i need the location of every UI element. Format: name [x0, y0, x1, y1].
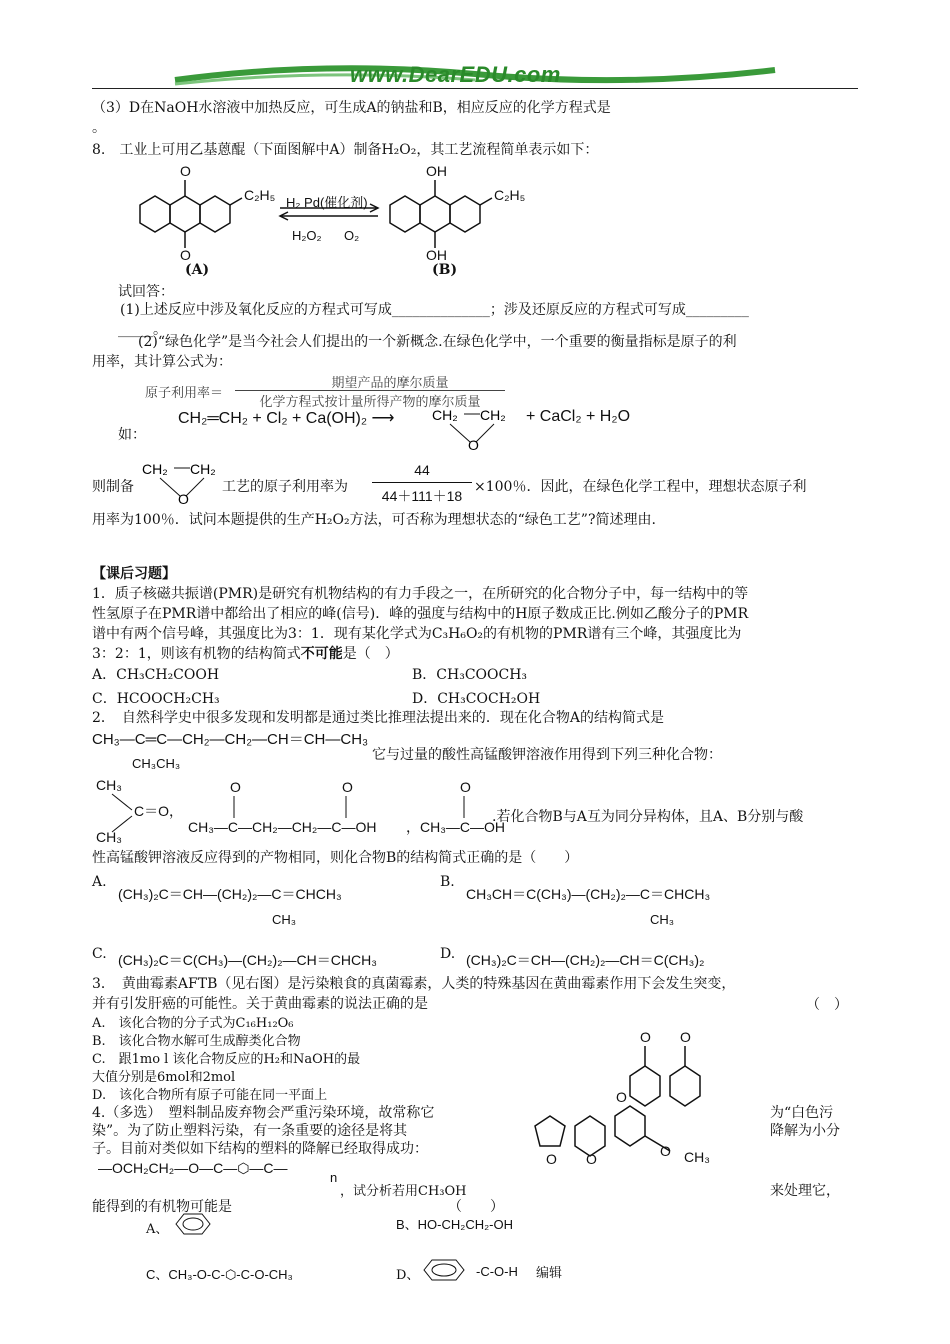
q8-intro: 8. 工业上可用乙基蒽醌（下面图解中A）制备H₂O₂，其工艺流程简单表示如下：	[92, 142, 599, 158]
hw-q3-optC2: 大值分别是6mol和2mol	[92, 1070, 236, 1085]
frac-den: 44＋111＋18	[381, 488, 463, 504]
hw-q4-l1: 4.（多选） 塑料制品废弃物会严重污染环境，故常称它	[92, 1105, 435, 1121]
q8-p2b: 用率，其计算公式为：	[92, 354, 232, 370]
eq-left: CH₂═CH₂ + Cl₂ + Ca(OH)₂ ⟶	[178, 410, 395, 427]
hw-q1-optC[interactable]: C．HCOOCH₂CH₃	[92, 691, 220, 707]
hw-q2-struct-sub: CH₃CH₃	[132, 756, 181, 771]
hw-q4-l2: 染”。为了防止塑料污染，有一条重要的途径是将其	[92, 1123, 408, 1139]
svg-text:CH₃: CH₃	[96, 829, 122, 845]
formula-denominator: 化学方程式按计量所得产物的摩尔质量	[259, 395, 481, 410]
ru-label: 如：	[118, 427, 146, 443]
hw-q3-optA[interactable]: A. 该化合物的分子式为C₁₆H₁₂O₆	[92, 1016, 294, 1031]
svg-text:CH₂: CH₂	[190, 461, 216, 477]
header-rule	[92, 88, 858, 89]
q8-last: 用率为100％．试问本题提供的生产H₂O₂方法，可否称为理想状态的“绿色工艺”?简述理由.	[92, 512, 656, 528]
svg-text:C₂H₅: C₂H₅	[244, 187, 276, 203]
hw-q4-optD[interactable]: D、	[396, 1268, 420, 1283]
svg-text:O: O	[180, 163, 191, 179]
svg-text:O: O	[640, 1029, 651, 1045]
hw-q2-optA-label[interactable]: A.	[92, 874, 107, 890]
hw-q4-optA[interactable]: A、	[146, 1222, 169, 1237]
hw-q4-l5: 能得到的有机物可能是	[92, 1199, 232, 1215]
aflatoxin-structure	[520, 1016, 740, 1186]
hw-q2-optB-label[interactable]: B.	[440, 874, 455, 890]
eq-right: + CaCl₂ + H₂O	[526, 408, 631, 425]
hw-q4-l3: 子。目前对类似如下结构的塑料的降解已经取得成功：	[92, 1141, 428, 1157]
svg-text:C＝O，: C＝O，	[134, 803, 183, 819]
prep-label: 则制备	[92, 479, 134, 495]
hw-q4-optB[interactable]: B、HO-CH₂CH₂-OH	[396, 1217, 513, 1232]
hw-q2-optB[interactable]: CH₃CH＝C(CH₃)—(CH₂)₂—C＝CHCH₃	[466, 886, 711, 902]
hw-q4-l4r: 来处理它，	[770, 1183, 840, 1199]
benzene-icon-2	[416, 1256, 476, 1284]
header-site-name[interactable]: www.DearEDU.com	[350, 62, 561, 87]
svg-text:，CH₃—C—OH: ，CH₃—C—OH	[406, 819, 506, 835]
benzene-icon	[170, 1210, 216, 1238]
q8-p2: (2)“绿色化学”是当今社会人们提出的一个新概念.在绿色化学中，一个重要的衡量指标是原子的利	[138, 334, 737, 350]
q8-ask: 试回答：	[118, 284, 174, 300]
svg-text:CH₂: CH₂	[142, 461, 168, 477]
hw-q1-optB[interactable]: B．CH₃COOCH₃	[412, 667, 528, 683]
hw-q1-optA[interactable]: A．CH₃CH₂COOH	[92, 667, 220, 683]
label-B: (B)	[432, 262, 458, 278]
epoxide-structure	[430, 402, 520, 452]
hw-q3-bracket: （ ）	[806, 997, 848, 1013]
frac-bar	[372, 482, 472, 483]
label-A: (A)	[185, 262, 210, 278]
homework-title: 【课后习题】	[92, 566, 176, 582]
svg-text:O: O	[546, 1151, 557, 1167]
hw-q2-l3: .若化合物B与A互为同分异构体，且A、B分别与酸	[492, 809, 804, 825]
svg-text:OH: OH	[426, 247, 447, 263]
frac-num: 44	[414, 462, 430, 478]
q8-p1b: _____。	[118, 322, 167, 338]
svg-text:CH₃—C—CH₂—CH₂—C—OH: CH₃—C—CH₂—CH₂—C—OH	[188, 819, 377, 835]
hw-q1-l4c: 是（ ）	[342, 646, 399, 662]
formula-numerator: 期望产品的摩尔质量	[331, 376, 449, 391]
hw-q1-l4a: 3：2：1，则该有机物的结构简式	[92, 646, 301, 662]
svg-text:CH₂: CH₂	[480, 407, 506, 423]
arrow-bottom-right: O₂	[344, 228, 360, 243]
svg-text:CH₂: CH₂	[432, 407, 458, 423]
prep-label-2: 工艺的原子利用率为	[222, 479, 348, 495]
hw-q1-l3: 谱中有两个信号峰，其强度比为3：1．现有某化学式为C₃H₆O₂的有机物的PMR谱有三个峰，其强度比为	[92, 626, 742, 642]
hw-q1-optD[interactable]: D．CH₃COCH₂OH	[412, 691, 541, 707]
hw-q2-l4: 性高锰酸钾溶液反应得到的产物相同，则化合物B的结构简式正确的是（ ）	[92, 850, 579, 866]
arrow-bottom-left: H₂O₂	[292, 228, 322, 243]
hw-q4-l2r: 降解为小分	[770, 1123, 840, 1139]
q7-3-line1: （3）D在NaOH水溶液中加热反应，可生成A的钠盐和B，相应反应的化学方程式是	[92, 100, 611, 116]
hw-q4-bracket: （ ）	[448, 1199, 504, 1215]
hw-q1-l2: 性氢原子在PMR谱中都给出了相应的峰(信号)．峰的强度与结构中的H原子数成正比.例如乙酸分子的PMR	[92, 606, 749, 622]
hw-q2-l1: 2． 自然科学史中很多发现和发明都是通过类比推理法提出来的．现在化合物A的结构简式是	[92, 710, 665, 726]
epoxide-structure-2	[140, 456, 230, 506]
hw-q4-polymer: —OCH₂CH₂—O—C—⬡—C—	[98, 1160, 288, 1176]
hw-q2-optD[interactable]: (CH₃)₂C＝CH—(CH₂)₂—CH＝C(CH₃)₂	[466, 952, 705, 968]
hw-q2-optA[interactable]: (CH₃)₂C＝CH—(CH₂)₂—C＝CHCH₃	[118, 886, 342, 902]
svg-text:O: O	[342, 779, 353, 795]
hw-q2-optC-label[interactable]: C.	[92, 946, 107, 962]
hw-q2-l2: 它与过量的酸性高锰酸钾溶液作用得到下列三种化合物：	[372, 747, 722, 763]
svg-text:CH₃: CH₃	[684, 1149, 710, 1165]
svg-text:O: O	[178, 491, 189, 507]
svg-text:OH: OH	[426, 163, 447, 179]
svg-text:O: O	[460, 779, 471, 795]
hw-q3-optD[interactable]: D. 该化合物所有原子可能在同一平面上	[92, 1088, 328, 1103]
arrow-top-label: H₂ Pd(催化剂)	[286, 195, 368, 210]
svg-text:O: O	[586, 1151, 597, 1167]
svg-text:C₂H₅: C₂H₅	[494, 187, 526, 203]
svg-text:O: O	[680, 1029, 691, 1045]
frac-tail: ×100％．因此，在绿色化学工程中，理想状态原子利	[474, 479, 807, 495]
hw-q4-l1r: 为“白色污	[770, 1105, 834, 1121]
hw-q1-l4b: 不可能	[300, 646, 343, 662]
hw-q1-l1: 1．质子核磁共振谱(PMR)是研究有机物结构的有力手段之一，在所研究的化合物分子中，每一结构中的等	[92, 586, 749, 602]
hw-q3-l2: 并有引发肝癌的可能性。关于黄曲霉素的说法正确的是	[92, 996, 428, 1012]
svg-text:O: O	[660, 1143, 671, 1159]
hw-q4-optD-tail: -C-O-H	[476, 1264, 518, 1279]
hw-q2-optC[interactable]: (CH₃)₂C＝C(CH₃)—(CH₂)₂—CH＝CHCH₃	[118, 952, 377, 968]
hw-q4-optC[interactable]: C、CH₃-O-C-⬡-C-O-CH₃	[146, 1267, 293, 1282]
svg-text:O: O	[468, 437, 479, 453]
hw-q2-optB-sub: CH₃	[650, 912, 675, 927]
q8-p1: (1)上述反应中涉及氧化反应的方程式可写成______________；涉及还原反应的方程式可写成_________	[120, 302, 749, 318]
svg-text:CH₃: CH₃	[96, 777, 122, 793]
svg-text:O: O	[230, 779, 241, 795]
svg-text:O: O	[180, 247, 191, 263]
formula-lhs: 原子利用率＝	[145, 386, 224, 401]
edit-link[interactable]: 编辑	[536, 1266, 563, 1281]
hw-q3-l1: 3． 黄曲霉素AFTB（见右图）是污染粮食的真菌霉素，人类的特殊基因在黄曲霉素作用下会发生突变，	[92, 976, 736, 992]
hw-q3-optC1[interactable]: C. 跟1mo l 该化合物反应的H₂和NaOH的最	[92, 1052, 361, 1067]
q7-3-line2: 。	[92, 120, 106, 136]
svg-text:O: O	[616, 1089, 627, 1105]
hw-q2-products	[92, 776, 506, 848]
hw-q3-optB[interactable]: B. 该化合物水解可生成醇类化合物	[92, 1034, 301, 1049]
hw-q4-polymer-n: n	[330, 1170, 338, 1185]
hw-q2-struct: CH₃—C═C—CH₂—CH₂—CH＝CH—CH₃	[92, 731, 369, 748]
hw-q4-l4: ，试分析若用CH₃OH	[340, 1184, 467, 1199]
hw-q2-optD-label[interactable]: D.	[440, 946, 456, 962]
hw-q2-optA-sub: CH₃	[272, 912, 297, 927]
